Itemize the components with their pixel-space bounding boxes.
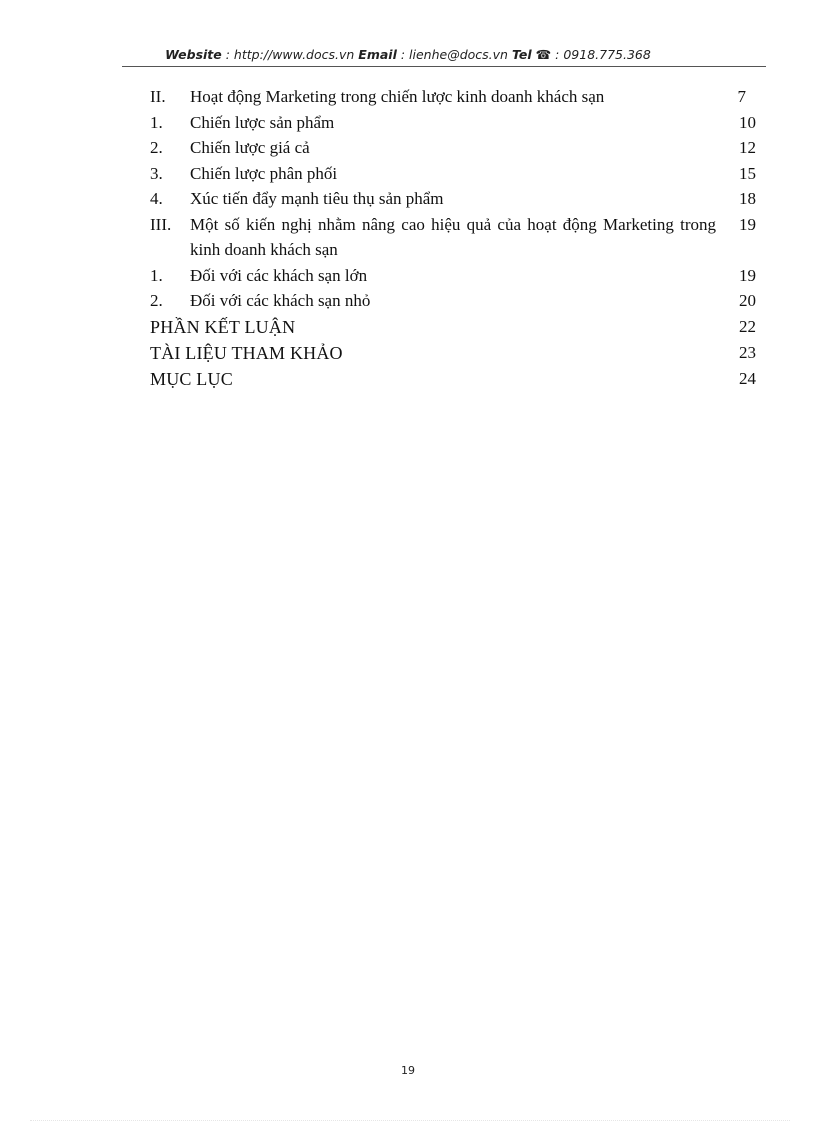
- tel-label: Tel: [511, 47, 532, 62]
- toc-row-page: 19: [739, 214, 756, 234]
- page-number: 19: [401, 1064, 415, 1077]
- toc-row-number: 1.: [150, 112, 163, 132]
- website-value: : http://www.docs.vn: [221, 47, 359, 62]
- toc-row-number: 4.: [150, 189, 163, 208]
- toc-section-page: 24: [739, 368, 756, 388]
- toc-section-page: 23: [739, 342, 756, 362]
- toc-row-title: Chiến lược sản phẩm: [190, 112, 335, 132]
- toc-section-row: [150, 340, 760, 366]
- toc-row: [150, 161, 760, 187]
- toc-section-title: TÀI LIỆU THAM KHẢO: [150, 342, 343, 363]
- toc-row-number: III.: [150, 214, 172, 234]
- toc-row-page: 12: [739, 138, 756, 157]
- toc-row-number: II.: [150, 87, 166, 106]
- toc-row-number: 2.: [150, 138, 163, 157]
- toc-row-number: 3.: [150, 163, 163, 183]
- website-label: Website: [165, 47, 222, 62]
- toc-row-page: 10: [739, 112, 756, 132]
- toc-row-title: Đối với các khách sạn nhỏ: [190, 291, 371, 310]
- toc-row-page: 19: [739, 265, 756, 285]
- toc-row-title: Chiến lược giá cả: [190, 138, 310, 157]
- toc-row-title: Đối với các khách sạn lớn: [190, 265, 368, 285]
- toc-row-page: 20: [739, 291, 756, 310]
- toc-row: [150, 110, 760, 136]
- header-rule: [122, 66, 766, 67]
- toc-section-page: 22: [739, 316, 756, 336]
- toc-row-title: Một số kiến nghị nhằm nâng cao hiệu quả của hoạt động Marketing trong kinh doanh khách sạn: [190, 214, 716, 259]
- toc-section-row: [150, 366, 760, 392]
- toc-row-title: Xúc tiến đẩy mạnh tiêu thụ sản phẩm: [190, 189, 444, 208]
- toc-row-title: Chiến lược phân phối: [190, 163, 338, 183]
- toc-section-row: [150, 314, 760, 340]
- toc-row: [150, 212, 760, 263]
- toc-row-page: 15: [739, 163, 756, 183]
- toc-row-page: 7: [737, 87, 746, 106]
- toc-section-title: PHẦN KẾT LUẬN: [150, 316, 296, 337]
- table-of-contents: [150, 84, 760, 392]
- email-label: Email: [358, 47, 397, 62]
- toc-row: [150, 263, 760, 289]
- toc-row: [150, 186, 760, 212]
- toc-row-page: 18: [739, 189, 756, 208]
- toc-row-number: 1.: [150, 265, 163, 285]
- toc-row-number: 2.: [150, 291, 163, 310]
- toc-section-title: MỤC LỤC: [150, 368, 233, 389]
- toc-row: [150, 288, 760, 314]
- email-value: : lienhe@docs.vn: [396, 47, 512, 62]
- tel-value: : 0918.775.368: [551, 47, 651, 62]
- toc-row: [150, 135, 760, 161]
- page-bottom-divider: [30, 1120, 790, 1121]
- toc-row: [150, 84, 760, 110]
- page-header: [0, 47, 816, 62]
- toc-row-title: Hoạt động Marketing trong chiến lược kinh doanh khách sạn: [190, 87, 605, 106]
- telephone-icon: ☎: [535, 47, 552, 62]
